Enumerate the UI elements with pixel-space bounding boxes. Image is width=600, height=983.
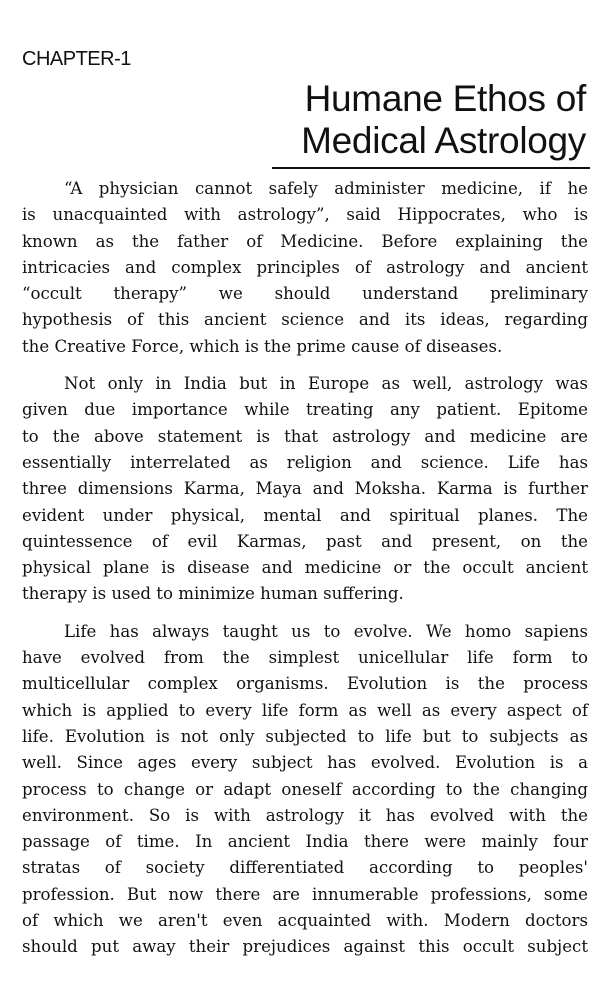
text-line: the Creative Force, which is the prime cause of diseases. [22, 336, 503, 356]
text-line: life. Evolution is not only subjected to life but to subjects as [22, 726, 588, 746]
text-line: three dimensions Karma, Maya and Moksha. Karma is further [22, 479, 588, 499]
chapter-body [22, 176, 588, 972]
paragraph [22, 619, 588, 961]
text-line: to the above statement is that astrology and medicine are [22, 426, 588, 446]
text-line: Life has always taught us to evolve. We homo sapiens [64, 621, 588, 641]
text-line: physical plane is disease and medicine or the occult ancient [22, 558, 588, 578]
text-line: environment. So is with astrology it has evolved with the [22, 805, 588, 825]
text-line: known as the father of Medicine. Before explaining the [22, 231, 588, 251]
chapter-title-line: Medical Astrology [301, 120, 586, 161]
text-line: essentially interrelated as religion and science. Life has [22, 452, 588, 472]
text-line: have evolved from the simplest unicellular life form to [22, 648, 588, 668]
text-line: passage of time. In ancient India there were mainly four [22, 832, 588, 852]
text-line: multicellular complex organisms. Evolution is the process [22, 674, 588, 694]
text-line: Not only in India but in Europe as well, astrology was [64, 374, 588, 394]
text-line: process to change or adapt oneself according to the changing [22, 779, 588, 799]
text-line: profession. But now there are innumerable professions, some [22, 884, 588, 904]
title-divider [272, 167, 590, 169]
text-line: given due importance while treating any patient. Epitome [22, 400, 588, 420]
text-line: which is applied to every life form as well as every aspect of [22, 700, 588, 720]
text-line: hypothesis of this ancient science and its ideas, regarding [22, 310, 588, 330]
text-line: stratas of society differentiated according to peoples' [22, 858, 588, 878]
chapter-title [301, 78, 586, 162]
text-line: evident under physical, mental and spiritual planes. The [22, 505, 588, 525]
text-line: quintessence of evil Karmas, past and present, on the [22, 531, 588, 551]
chapter-title-line: Humane Ethos of [304, 78, 586, 119]
text-line: of which we aren't even acquainted with. Modern doctors [22, 911, 588, 931]
paragraph [22, 371, 588, 608]
text-line: is unacquainted with astrology”, said Hippocrates, who is [22, 205, 588, 225]
text-line: should put away their prejudices against this occult subject [22, 937, 588, 957]
chapter-label: CHAPTER-1 [22, 48, 131, 70]
text-line: therapy is used to minimize human suffering. [22, 584, 404, 604]
text-line: well. Since ages every subject has evolved. Evolution is a [22, 753, 588, 773]
text-line: “A physician cannot safely administer medicine, if he [64, 179, 588, 198]
paragraph [22, 176, 588, 360]
text-line: intricacies and complex principles of astrology and ancient [22, 257, 588, 277]
text-line: “occult therapy” we should understand preliminary [22, 284, 588, 304]
